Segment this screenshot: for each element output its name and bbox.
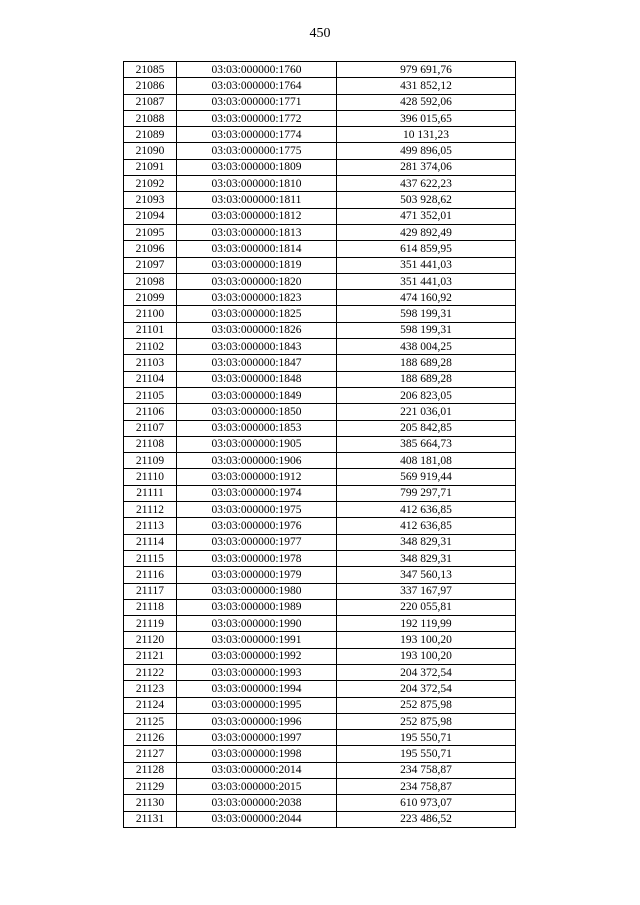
cadastral-number-cell: 03:03:000000:1772	[177, 110, 337, 126]
row-number-cell: 21093	[124, 192, 177, 208]
table-row	[124, 241, 516, 257]
row-number-cell: 21117	[124, 583, 177, 599]
row-number-cell: 21126	[124, 730, 177, 746]
table-row	[124, 567, 516, 583]
table-row	[124, 78, 516, 94]
cadastral-value-cell: 252 875,98	[337, 713, 516, 729]
cadastral-number-cell: 03:03:000000:1905	[177, 436, 337, 452]
row-number-cell: 21115	[124, 550, 177, 566]
cadastral-number-cell: 03:03:000000:1812	[177, 208, 337, 224]
cadastral-number-cell: 03:03:000000:1989	[177, 599, 337, 615]
table-row	[124, 534, 516, 550]
cadastral-number-cell: 03:03:000000:1847	[177, 355, 337, 371]
cadastral-number-cell: 03:03:000000:1843	[177, 339, 337, 355]
table-row	[124, 176, 516, 192]
row-number-cell: 21108	[124, 436, 177, 452]
cadastral-value-cell: 223 486,52	[337, 811, 516, 827]
cadastral-value-cell: 204 372,54	[337, 664, 516, 680]
cadastral-value-cell: 474 160,92	[337, 290, 516, 306]
row-number-cell: 21103	[124, 355, 177, 371]
table-row	[124, 273, 516, 289]
cadastral-number-cell: 03:03:000000:1814	[177, 241, 337, 257]
table-row	[124, 811, 516, 827]
cadastral-number-cell: 03:03:000000:1990	[177, 616, 337, 632]
cadastral-number-cell: 03:03:000000:1820	[177, 273, 337, 289]
row-number-cell: 21085	[124, 62, 177, 78]
table-row	[124, 485, 516, 501]
cadastral-value-table	[123, 61, 516, 828]
table-row	[124, 94, 516, 110]
row-number-cell: 21114	[124, 534, 177, 550]
cadastral-value-cell: 205 842,85	[337, 420, 516, 436]
row-number-cell: 21101	[124, 322, 177, 338]
cadastral-value-cell: 431 852,12	[337, 78, 516, 94]
row-number-cell: 21094	[124, 208, 177, 224]
table-row	[124, 453, 516, 469]
cadastral-number-cell: 03:03:000000:1760	[177, 62, 337, 78]
row-number-cell: 21109	[124, 453, 177, 469]
row-number-cell: 21113	[124, 518, 177, 534]
cadastral-value-cell: 412 636,85	[337, 518, 516, 534]
cadastral-value-cell: 348 829,31	[337, 550, 516, 566]
cadastral-value-cell: 979 691,76	[337, 62, 516, 78]
cadastral-number-cell: 03:03:000000:1977	[177, 534, 337, 550]
table-row	[124, 208, 516, 224]
cadastral-value-cell: 192 119,99	[337, 616, 516, 632]
cadastral-number-cell: 03:03:000000:1775	[177, 143, 337, 159]
table-row	[124, 469, 516, 485]
cadastral-value-cell: 220 055,81	[337, 599, 516, 615]
table-row	[124, 143, 516, 159]
row-number-cell: 21100	[124, 306, 177, 322]
row-number-cell: 21120	[124, 632, 177, 648]
row-number-cell: 21106	[124, 404, 177, 420]
table-row	[124, 224, 516, 240]
cadastral-number-cell: 03:03:000000:1980	[177, 583, 337, 599]
cadastral-number-cell: 03:03:000000:2015	[177, 779, 337, 795]
cadastral-number-cell: 03:03:000000:1997	[177, 730, 337, 746]
table-row	[124, 762, 516, 778]
cadastral-value-cell: 234 758,87	[337, 762, 516, 778]
cadastral-value-cell: 396 015,65	[337, 110, 516, 126]
cadastral-number-cell: 03:03:000000:1994	[177, 681, 337, 697]
cadastral-value-cell: 204 372,54	[337, 681, 516, 697]
table-row	[124, 127, 516, 143]
row-number-cell: 21104	[124, 371, 177, 387]
row-number-cell: 21110	[124, 469, 177, 485]
cadastral-value-cell: 188 689,28	[337, 355, 516, 371]
cadastral-number-cell: 03:03:000000:1979	[177, 567, 337, 583]
cadastral-value-cell: 598 199,31	[337, 322, 516, 338]
row-number-cell: 21130	[124, 795, 177, 811]
row-number-cell: 21095	[124, 224, 177, 240]
table-row	[124, 550, 516, 566]
table-row	[124, 436, 516, 452]
cadastral-value-cell: 499 896,05	[337, 143, 516, 159]
table-row	[124, 518, 516, 534]
cadastral-number-cell: 03:03:000000:1825	[177, 306, 337, 322]
row-number-cell: 21111	[124, 485, 177, 501]
cadastral-value-cell: 347 560,13	[337, 567, 516, 583]
cadastral-number-cell: 03:03:000000:1974	[177, 485, 337, 501]
table-row	[124, 62, 516, 78]
row-number-cell: 21116	[124, 567, 177, 583]
cadastral-value-cell: 385 664,73	[337, 436, 516, 452]
cadastral-value-cell: 195 550,71	[337, 730, 516, 746]
cadastral-number-cell: 03:03:000000:1819	[177, 257, 337, 273]
row-number-cell: 21125	[124, 713, 177, 729]
cadastral-value-cell: 234 758,87	[337, 779, 516, 795]
cadastral-value-cell: 281 374,06	[337, 159, 516, 175]
cadastral-value-cell: 569 919,44	[337, 469, 516, 485]
cadastral-number-cell: 03:03:000000:1998	[177, 746, 337, 762]
cadastral-value-cell: 188 689,28	[337, 371, 516, 387]
cadastral-number-cell: 03:03:000000:1991	[177, 632, 337, 648]
cadastral-number-cell: 03:03:000000:1975	[177, 502, 337, 518]
table-row	[124, 779, 516, 795]
cadastral-value-cell: 503 928,62	[337, 192, 516, 208]
row-number-cell: 21107	[124, 420, 177, 436]
cadastral-value-cell: 437 622,23	[337, 176, 516, 192]
cadastral-value-cell: 351 441,03	[337, 257, 516, 273]
cadastral-number-cell: 03:03:000000:1774	[177, 127, 337, 143]
table-row	[124, 583, 516, 599]
table-row	[124, 387, 516, 403]
row-number-cell: 21129	[124, 779, 177, 795]
cadastral-value-cell: 471 352,01	[337, 208, 516, 224]
table-row	[124, 502, 516, 518]
row-number-cell: 21088	[124, 110, 177, 126]
table-row	[124, 339, 516, 355]
page-number: 450	[309, 26, 331, 41]
table-row	[124, 420, 516, 436]
table-row	[124, 664, 516, 680]
table-row	[124, 681, 516, 697]
cadastral-value-cell: 351 441,03	[337, 273, 516, 289]
cadastral-number-cell: 03:03:000000:1906	[177, 453, 337, 469]
cadastral-value-cell: 412 636,85	[337, 502, 516, 518]
cadastral-value-cell: 193 100,20	[337, 648, 516, 664]
cadastral-number-cell: 03:03:000000:1996	[177, 713, 337, 729]
cadastral-number-cell: 03:03:000000:2044	[177, 811, 337, 827]
table-row	[124, 697, 516, 713]
row-number-cell: 21119	[124, 616, 177, 632]
cadastral-number-cell: 03:03:000000:1810	[177, 176, 337, 192]
cadastral-number-cell: 03:03:000000:1764	[177, 78, 337, 94]
table-row	[124, 290, 516, 306]
cadastral-number-cell: 03:03:000000:1809	[177, 159, 337, 175]
cadastral-value-cell: 348 829,31	[337, 534, 516, 550]
cadastral-value-cell: 438 004,25	[337, 339, 516, 355]
row-number-cell: 21091	[124, 159, 177, 175]
cadastral-value-cell: 799 297,71	[337, 485, 516, 501]
row-number-cell: 21122	[124, 664, 177, 680]
table-row	[124, 616, 516, 632]
cadastral-value-cell: 614 859,95	[337, 241, 516, 257]
table-row	[124, 746, 516, 762]
table-body	[124, 62, 516, 828]
table-row	[124, 404, 516, 420]
cadastral-value-cell: 408 181,08	[337, 453, 516, 469]
row-number-cell: 21124	[124, 697, 177, 713]
row-number-cell: 21118	[124, 599, 177, 615]
row-number-cell: 21105	[124, 387, 177, 403]
cadastral-value-cell: 337 167,97	[337, 583, 516, 599]
cadastral-number-cell: 03:03:000000:1995	[177, 697, 337, 713]
table-row	[124, 730, 516, 746]
cadastral-value-cell: 221 036,01	[337, 404, 516, 420]
cadastral-value-cell: 610 973,07	[337, 795, 516, 811]
row-number-cell: 21089	[124, 127, 177, 143]
cadastral-number-cell: 03:03:000000:2014	[177, 762, 337, 778]
cadastral-number-cell: 03:03:000000:2038	[177, 795, 337, 811]
table-row	[124, 795, 516, 811]
row-number-cell: 21092	[124, 176, 177, 192]
row-number-cell: 21096	[124, 241, 177, 257]
row-number-cell: 21123	[124, 681, 177, 697]
table-row	[124, 306, 516, 322]
row-number-cell: 21086	[124, 78, 177, 94]
table-row	[124, 355, 516, 371]
cadastral-value-cell: 195 550,71	[337, 746, 516, 762]
cadastral-number-cell: 03:03:000000:1771	[177, 94, 337, 110]
row-number-cell: 21097	[124, 257, 177, 273]
table-row	[124, 648, 516, 664]
cadastral-number-cell: 03:03:000000:1848	[177, 371, 337, 387]
cadastral-value-cell: 428 592,06	[337, 94, 516, 110]
cadastral-value-cell: 598 199,31	[337, 306, 516, 322]
row-number-cell: 21131	[124, 811, 177, 827]
row-number-cell: 21112	[124, 502, 177, 518]
table-row	[124, 159, 516, 175]
table-row	[124, 192, 516, 208]
cadastral-value-cell: 429 892,49	[337, 224, 516, 240]
cadastral-value-cell: 252 875,98	[337, 697, 516, 713]
row-number-cell: 21127	[124, 746, 177, 762]
cadastral-number-cell: 03:03:000000:1813	[177, 224, 337, 240]
cadastral-number-cell: 03:03:000000:1993	[177, 664, 337, 680]
row-number-cell: 21121	[124, 648, 177, 664]
row-number-cell: 21128	[124, 762, 177, 778]
table-row	[124, 371, 516, 387]
cadastral-number-cell: 03:03:000000:1849	[177, 387, 337, 403]
cadastral-number-cell: 03:03:000000:1826	[177, 322, 337, 338]
row-number-cell: 21102	[124, 339, 177, 355]
row-number-cell: 21099	[124, 290, 177, 306]
cadastral-number-cell: 03:03:000000:1850	[177, 404, 337, 420]
cadastral-value-cell: 193 100,20	[337, 632, 516, 648]
cadastral-number-cell: 03:03:000000:1853	[177, 420, 337, 436]
row-number-cell: 21090	[124, 143, 177, 159]
row-number-cell: 21087	[124, 94, 177, 110]
cadastral-number-cell: 03:03:000000:1912	[177, 469, 337, 485]
table-row	[124, 322, 516, 338]
cadastral-value-cell: 206 823,05	[337, 387, 516, 403]
table-row	[124, 110, 516, 126]
table-row	[124, 257, 516, 273]
cadastral-number-cell: 03:03:000000:1992	[177, 648, 337, 664]
table-row	[124, 599, 516, 615]
row-number-cell: 21098	[124, 273, 177, 289]
cadastral-number-cell: 03:03:000000:1978	[177, 550, 337, 566]
cadastral-number-cell: 03:03:000000:1811	[177, 192, 337, 208]
table-row	[124, 632, 516, 648]
cadastral-number-cell: 03:03:000000:1823	[177, 290, 337, 306]
table-row	[124, 713, 516, 729]
cadastral-number-cell: 03:03:000000:1976	[177, 518, 337, 534]
cadastral-value-cell: 10 131,23	[337, 127, 516, 143]
